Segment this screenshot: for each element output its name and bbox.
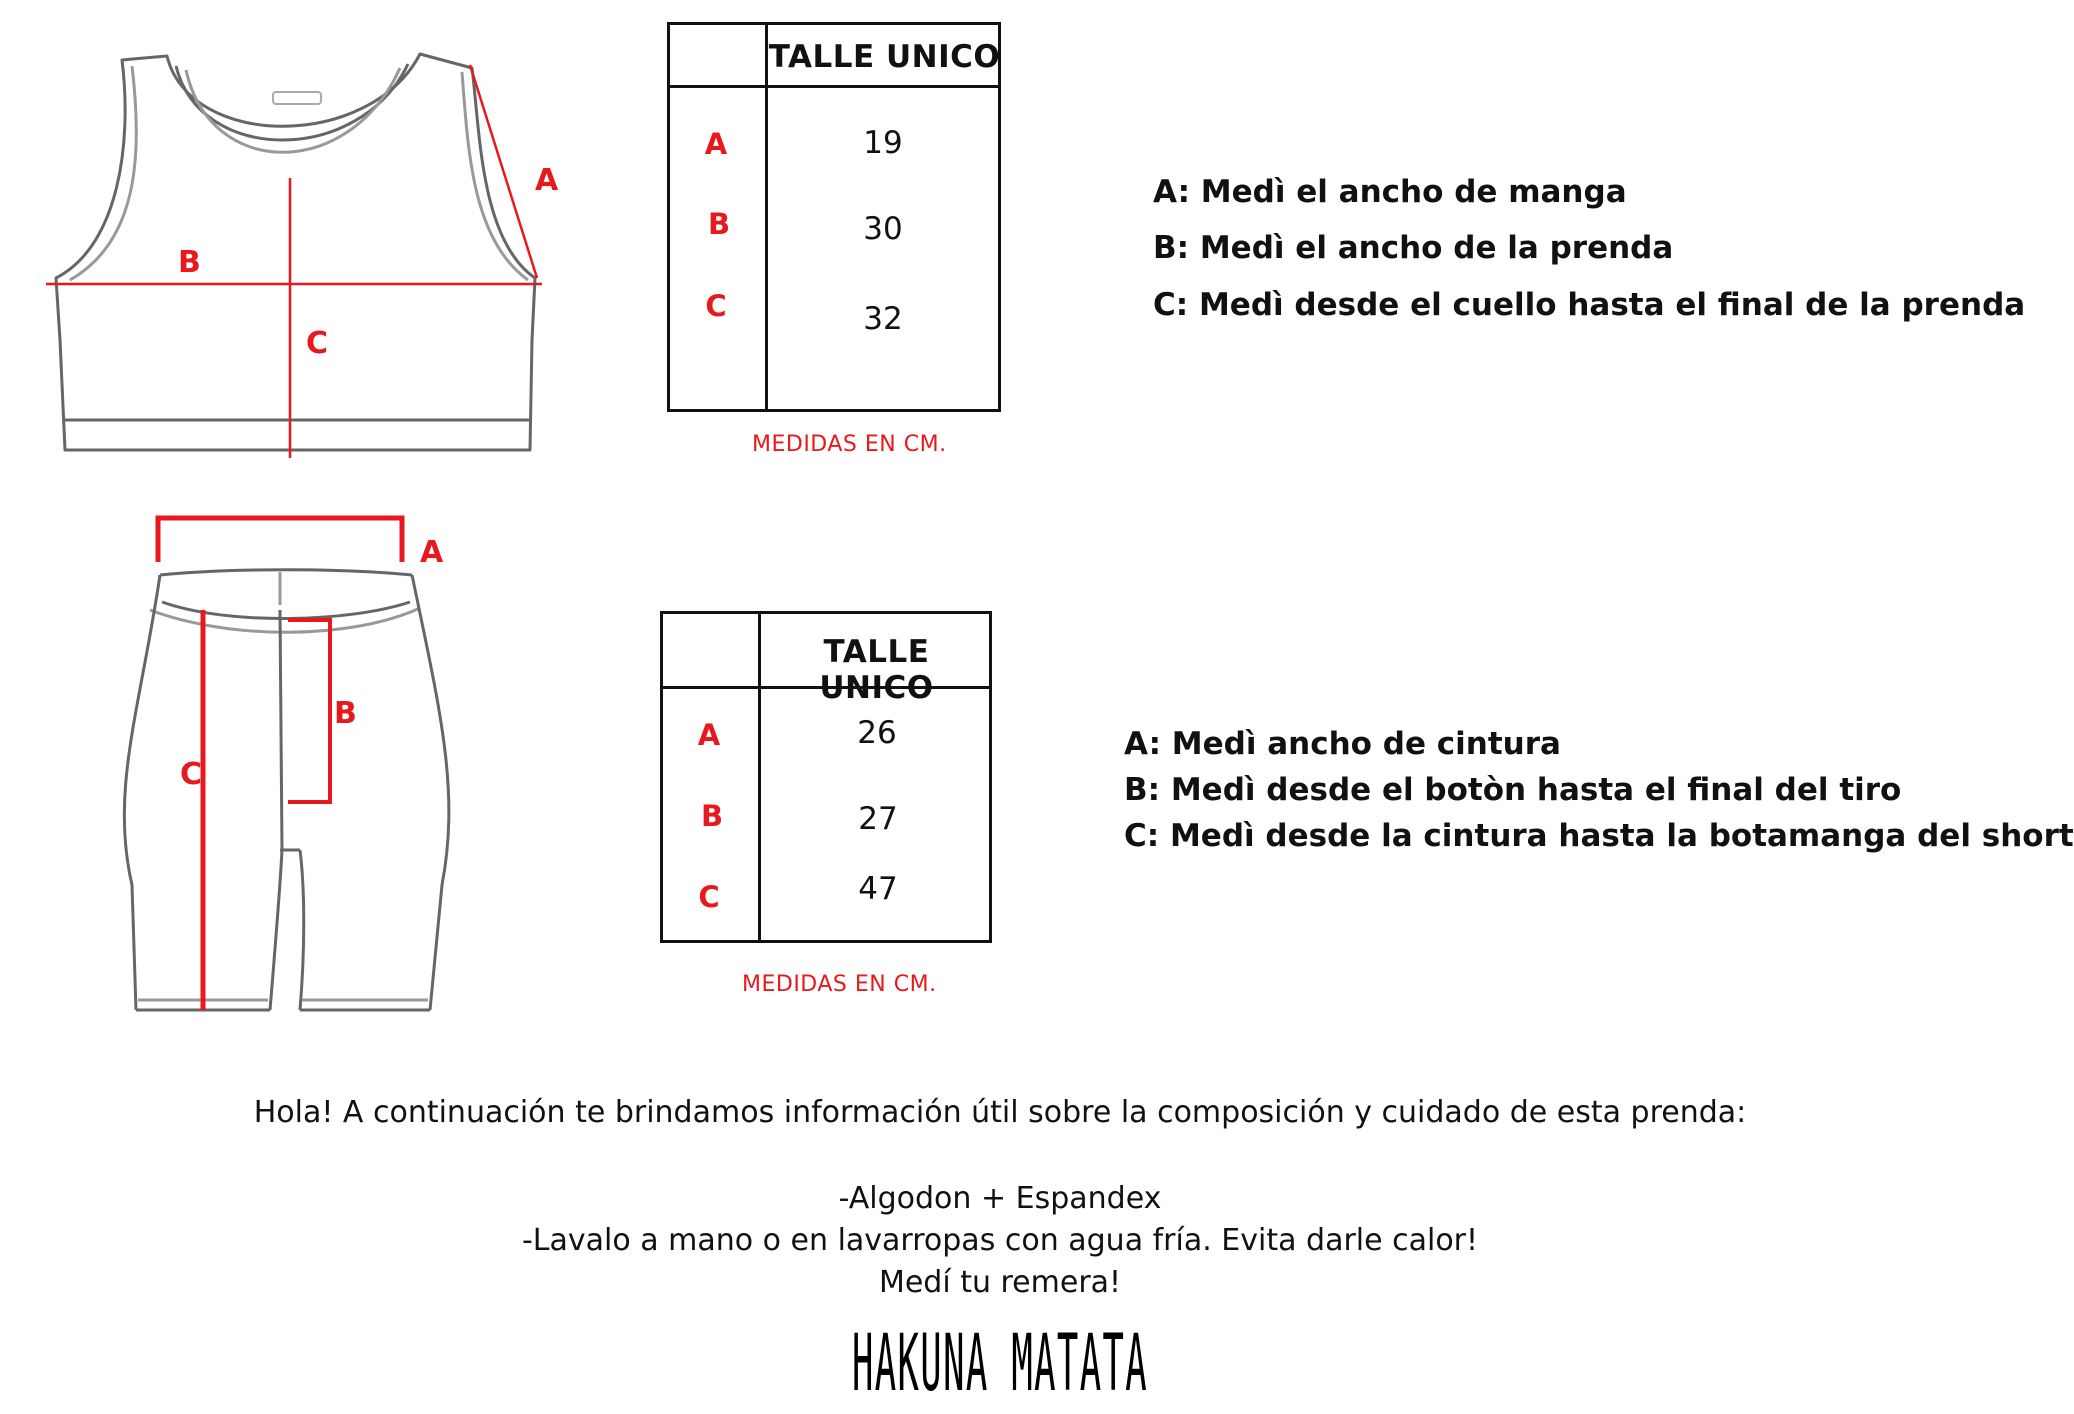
top-instruction-a: A: Medì el ancho de manga	[1153, 174, 1627, 210]
brand-name: HAKUNA MATATA	[852, 1319, 1148, 1409]
measure-line-a	[470, 65, 537, 278]
bottom-row-value-c: 47	[858, 871, 898, 907]
top-instruction-b: B: Medì el ancho de la prenda	[1153, 230, 1674, 266]
top-row-value-a: 19	[863, 125, 903, 161]
bottom-instruction-b: B: Medì desde el botòn hasta el final del tiro	[1124, 772, 1902, 808]
care-composition: -Algodon + Espandex	[838, 1181, 1162, 1216]
top-row-label-c: C	[705, 289, 727, 323]
measure-line-a	[158, 518, 402, 562]
care-intro: Hola! A continuación te brindamos información útil sobre la composición y cuidado de esta prenda:	[253, 1095, 1747, 1130]
crop-top-label-c: C	[306, 326, 329, 361]
top-instruction-c: C: Medì desde el cuello hasta el final de la prenda	[1153, 287, 2026, 323]
bottom-instruction-c: C: Medì desde la cintura hasta la botamanga del short	[1124, 818, 2074, 854]
brand-wordmark	[850, 1316, 1150, 1409]
bottom-unit-note: MEDIDAS EN CM.	[742, 972, 937, 997]
crop-top-label-b: B	[178, 245, 201, 280]
top-row-label-a: A	[704, 127, 728, 161]
bottom-instruction-a: A: Medì ancho de cintura	[1124, 726, 1561, 762]
bottom-row-value-b: 27	[858, 801, 898, 837]
top-row-value-b: 30	[863, 211, 903, 247]
top-size-table	[667, 22, 1001, 412]
shorts-label-c: C	[180, 757, 203, 792]
shorts-label-b: B	[334, 696, 357, 731]
bottom-row-label-a: A	[697, 718, 721, 752]
measure-line-b	[288, 620, 330, 802]
top-unit-note: MEDIDAS EN CM.	[752, 432, 947, 457]
bottom-table-header: TALLE UNICO	[819, 634, 934, 706]
shorts-outline	[124, 570, 449, 1010]
crop-top-label-a: A	[535, 163, 559, 198]
bottom-row-label-c: C	[698, 880, 720, 914]
brand-logo	[0, 1316, 2000, 1409]
top-table-header: TALLE UNICO	[768, 39, 1001, 75]
top-row-value-c: 32	[863, 301, 903, 337]
bottom-size-table	[660, 611, 992, 943]
bottom-row-label-b: B	[700, 799, 724, 833]
care-closing: Medí tu remera!	[878, 1265, 1122, 1300]
bottom-row-value-a: 26	[857, 715, 897, 751]
crop-top-diagram	[40, 40, 560, 470]
top-row-label-b: B	[707, 207, 731, 241]
crop-top-outline	[56, 54, 535, 450]
shorts-label-a: A	[420, 535, 444, 570]
care-washing: -Lavalo a mano o en lavarropas con agua fría. Evita darle calor!	[521, 1223, 1479, 1258]
shorts-diagram	[110, 510, 490, 1030]
